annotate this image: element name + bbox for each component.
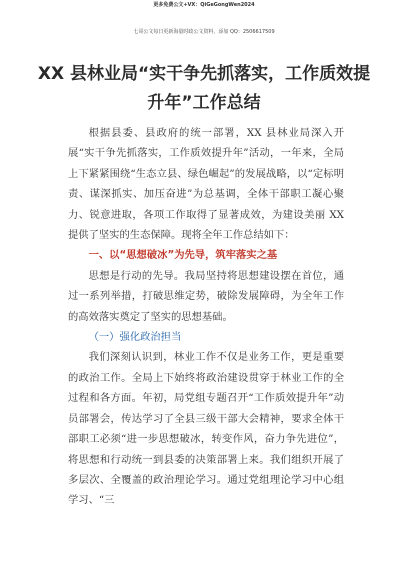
subsection-heading-1: （一）强化政治担当 [88,331,182,344]
intro-paragraph: 根据县委、县政府的统一部署，XX 县林业局深入开展“实干争先抓落实，工作质效提升年”活动，一年来，全局上下紧紧围绕“生态立县、绿色崛起”的发展战略，以“定标明责、谋深抓实、加压奋进”为总基调，全体干部职工凝心聚力、锐意进取，各项工作取得了显著成效，为建设美丽 XX 提供了坚实的生态保障。现将全年工作总结如下： [68,127,344,242]
document-body [68,123,344,511]
section-1-paragraph: 思想是行动的先导。我局坚持将思想建设摆在首位，通过一系列举措，打破思维定势，破除发展障碍，为全年工作的高效落实奠定了坚实的思想基础。 [68,269,344,323]
section-heading-1: 一、以“思想破冰”为先导，筑牢落实之基 [88,249,278,262]
subsection-1-paragraph: 我们深刻认识到，林业工作不仅是业务工作，更是重要的政治工作。全局上下始终将政治建设贯穿于林业工作的全过程和各方面。年初，局党组专题召开“工作质效提升年”动员部署会，传达学习了全县三级干部大会精神，要求全体干部职工必须“进一步思想破冰，转变作风，奋力争先进位”，将思想和行动统一到县委的决策部署上来。我们组织开展了多层次、全覆盖的政治理论学习。通过党组理论学习中心组学习、“三 [68,351,344,507]
header-note: 七哥公文每日更新海量时政公文资料，添加 QQ：2506617509 [133,29,275,35]
document-title: XX 县林业局“实干争先抓落实，工作质效提升年”工作总结 [37,64,371,113]
top-banner: 更多免费公文+VX：QiGeGongWen2024 [153,2,255,8]
